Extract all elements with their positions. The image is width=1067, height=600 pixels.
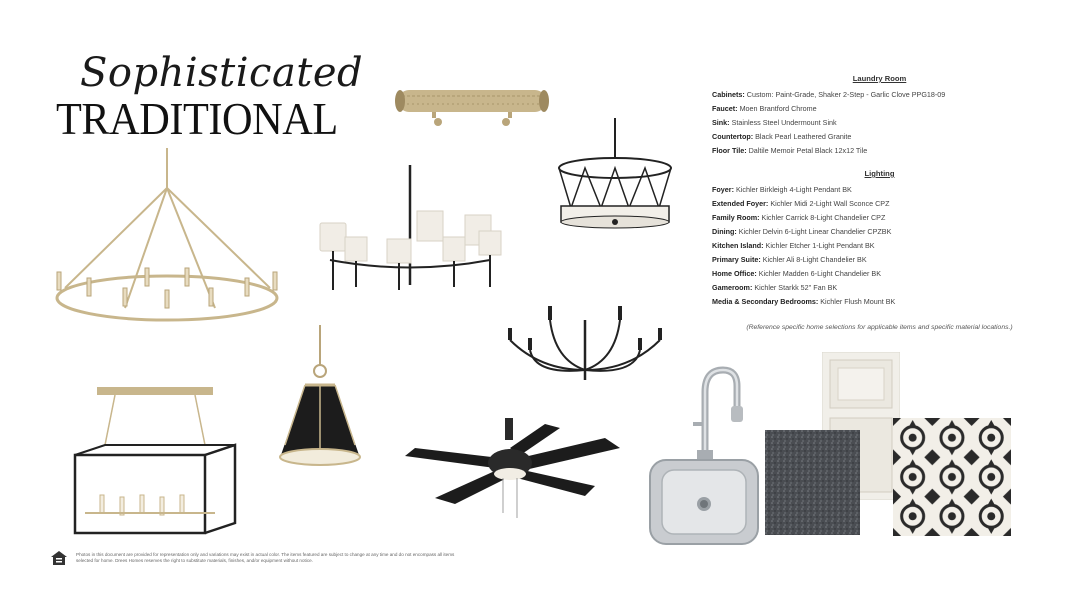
linear-chandelier-image: [65, 385, 245, 540]
spec-row: Home Office: Kichler Madden 6-Light Chandelier BK: [712, 269, 881, 278]
candle-chandelier-image: [500, 300, 670, 385]
spec-row: Family Room: Kichler Carrick 8-Light Chandelier CPZ: [712, 213, 886, 222]
faucet-image: [685, 362, 745, 462]
title-main: TRADITIONAL: [56, 93, 338, 144]
spec-row: Countertop: Black Pearl Leathered Granite: [712, 132, 852, 141]
reference-note: (Reference specific home selections for applicable items and specific material locations.): [746, 324, 1013, 331]
spec-row: Foyer: Kichler Birkleigh 4-Light Pendant BK: [712, 185, 852, 194]
spec-row: Extended Foyer: Kichler Midi 2-Light Wall Sconce CPZ: [712, 199, 890, 208]
spec-row: Primary Suite: Kichler Ali 8-Light Chandelier BK: [712, 255, 867, 264]
lighting-heading: Lighting: [864, 169, 895, 178]
wall-sconce-image: [392, 82, 552, 132]
disclaimer-text: Photos in this document are provided for representation only and variations may exist in actual color. The items featured are subject to change at any time and do not encompass all items selected for home. Drees Homes reserves the right to substitute materials, finishes, and/or equipment without notice.: [76, 552, 455, 563]
spec-row: Kitchen Island: Kichler Etcher 1-Light Pendant BK: [712, 241, 875, 250]
spec-row: Faucet: Moen Brantford Chrome: [712, 104, 817, 113]
ring-chandelier-image: [45, 148, 290, 328]
spec-row: Media & Secondary Bedrooms: Kichler Flush Mount BK: [712, 297, 896, 306]
sink-image: [648, 458, 760, 546]
spec-row: Cabinets: Custom: Paint-Grade, Shaker 2-Step - Garlic Clove PPG18-09: [712, 90, 946, 99]
floor-tile-image: [893, 418, 1011, 536]
black-pendant-image: [275, 325, 365, 470]
spec-row: Dining: Kichler Delvin 6-Light Linear Chandelier CPZBK: [712, 227, 892, 236]
laundry-heading: Laundry Room: [852, 74, 907, 83]
granite-sample-image: [765, 430, 860, 535]
equal-housing-icon: [50, 550, 68, 566]
spec-row: Gameroom: Kichler Starkk 52" Fan BK: [712, 283, 838, 292]
spec-row: Floor Tile: Daltile Memoir Petal Black 12x12 Tile: [712, 146, 868, 155]
title-script: Sophisticated: [80, 50, 364, 96]
ceiling-fan-image: [395, 418, 625, 523]
specifications-panel: [712, 72, 1047, 335]
drum-pendant-image: [555, 118, 675, 233]
spec-row: Sink: Stainless Steel Undermount Sink: [712, 118, 837, 127]
shaded-chandelier-image: [315, 165, 505, 295]
